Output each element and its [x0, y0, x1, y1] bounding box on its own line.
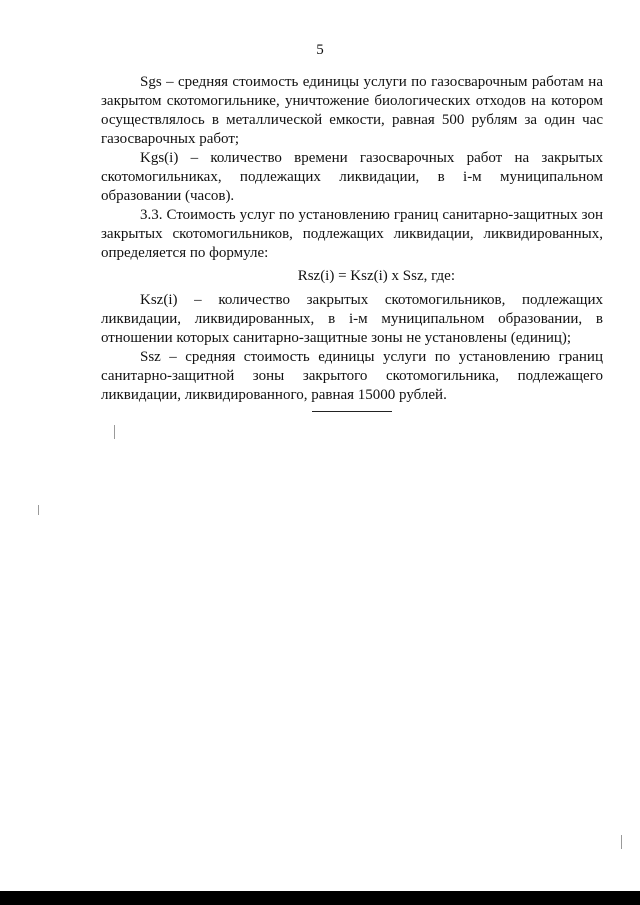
- paragraph-ssz-definition: Ssz – средняя стоимость единицы услуги по установлению границ санитарно-защитной зоны закрытого скотомогильника, подлежащего ликвидации, ликвидированного, равная 15000 рублей.: [101, 349, 603, 403]
- formula-rsz: Rsz(i) = Ksz(i) x Ssz, где:: [297, 268, 455, 284]
- page-number: 5: [316, 42, 324, 58]
- paragraph-ksz-definition: Ksz(i) – количество закрытых скотомогильников, подлежащих ликвидации, ликвидированных, в i-м муниципальном образовании, в отношении которых санитарно-защитные зоны не установлены (единиц);: [101, 292, 603, 346]
- scan-artifact: [621, 835, 622, 849]
- scan-artifact: [114, 425, 115, 439]
- scan-bottom-border: [0, 891, 640, 905]
- document-body: [101, 73, 603, 405]
- scan-artifact: [38, 505, 39, 515]
- paragraph-sgs-definition: Sgs – средняя стоимость единицы услуги по газосварочным работам на закрытом скотомогильнике, уничтожение биологических отходов на котором осуществлялось в металлической емкости, равная 500 рублям за один час газосварочных работ;: [101, 74, 603, 147]
- end-of-text-divider: [312, 411, 392, 412]
- paragraph-kgs-definition: Kgs(i) – количество времени газосварочных работ на закрытых скотомогильниках, подлежащих ликвидации, в i-м муниципальном образовании (часов).: [101, 150, 603, 204]
- paragraph-section-3-3: 3.3. Стоимость услуг по установлению границ санитарно-защитных зон закрытых скотомогильников, подлежащих ликвидации, ликвидированных, определяется по формуле:: [101, 207, 603, 261]
